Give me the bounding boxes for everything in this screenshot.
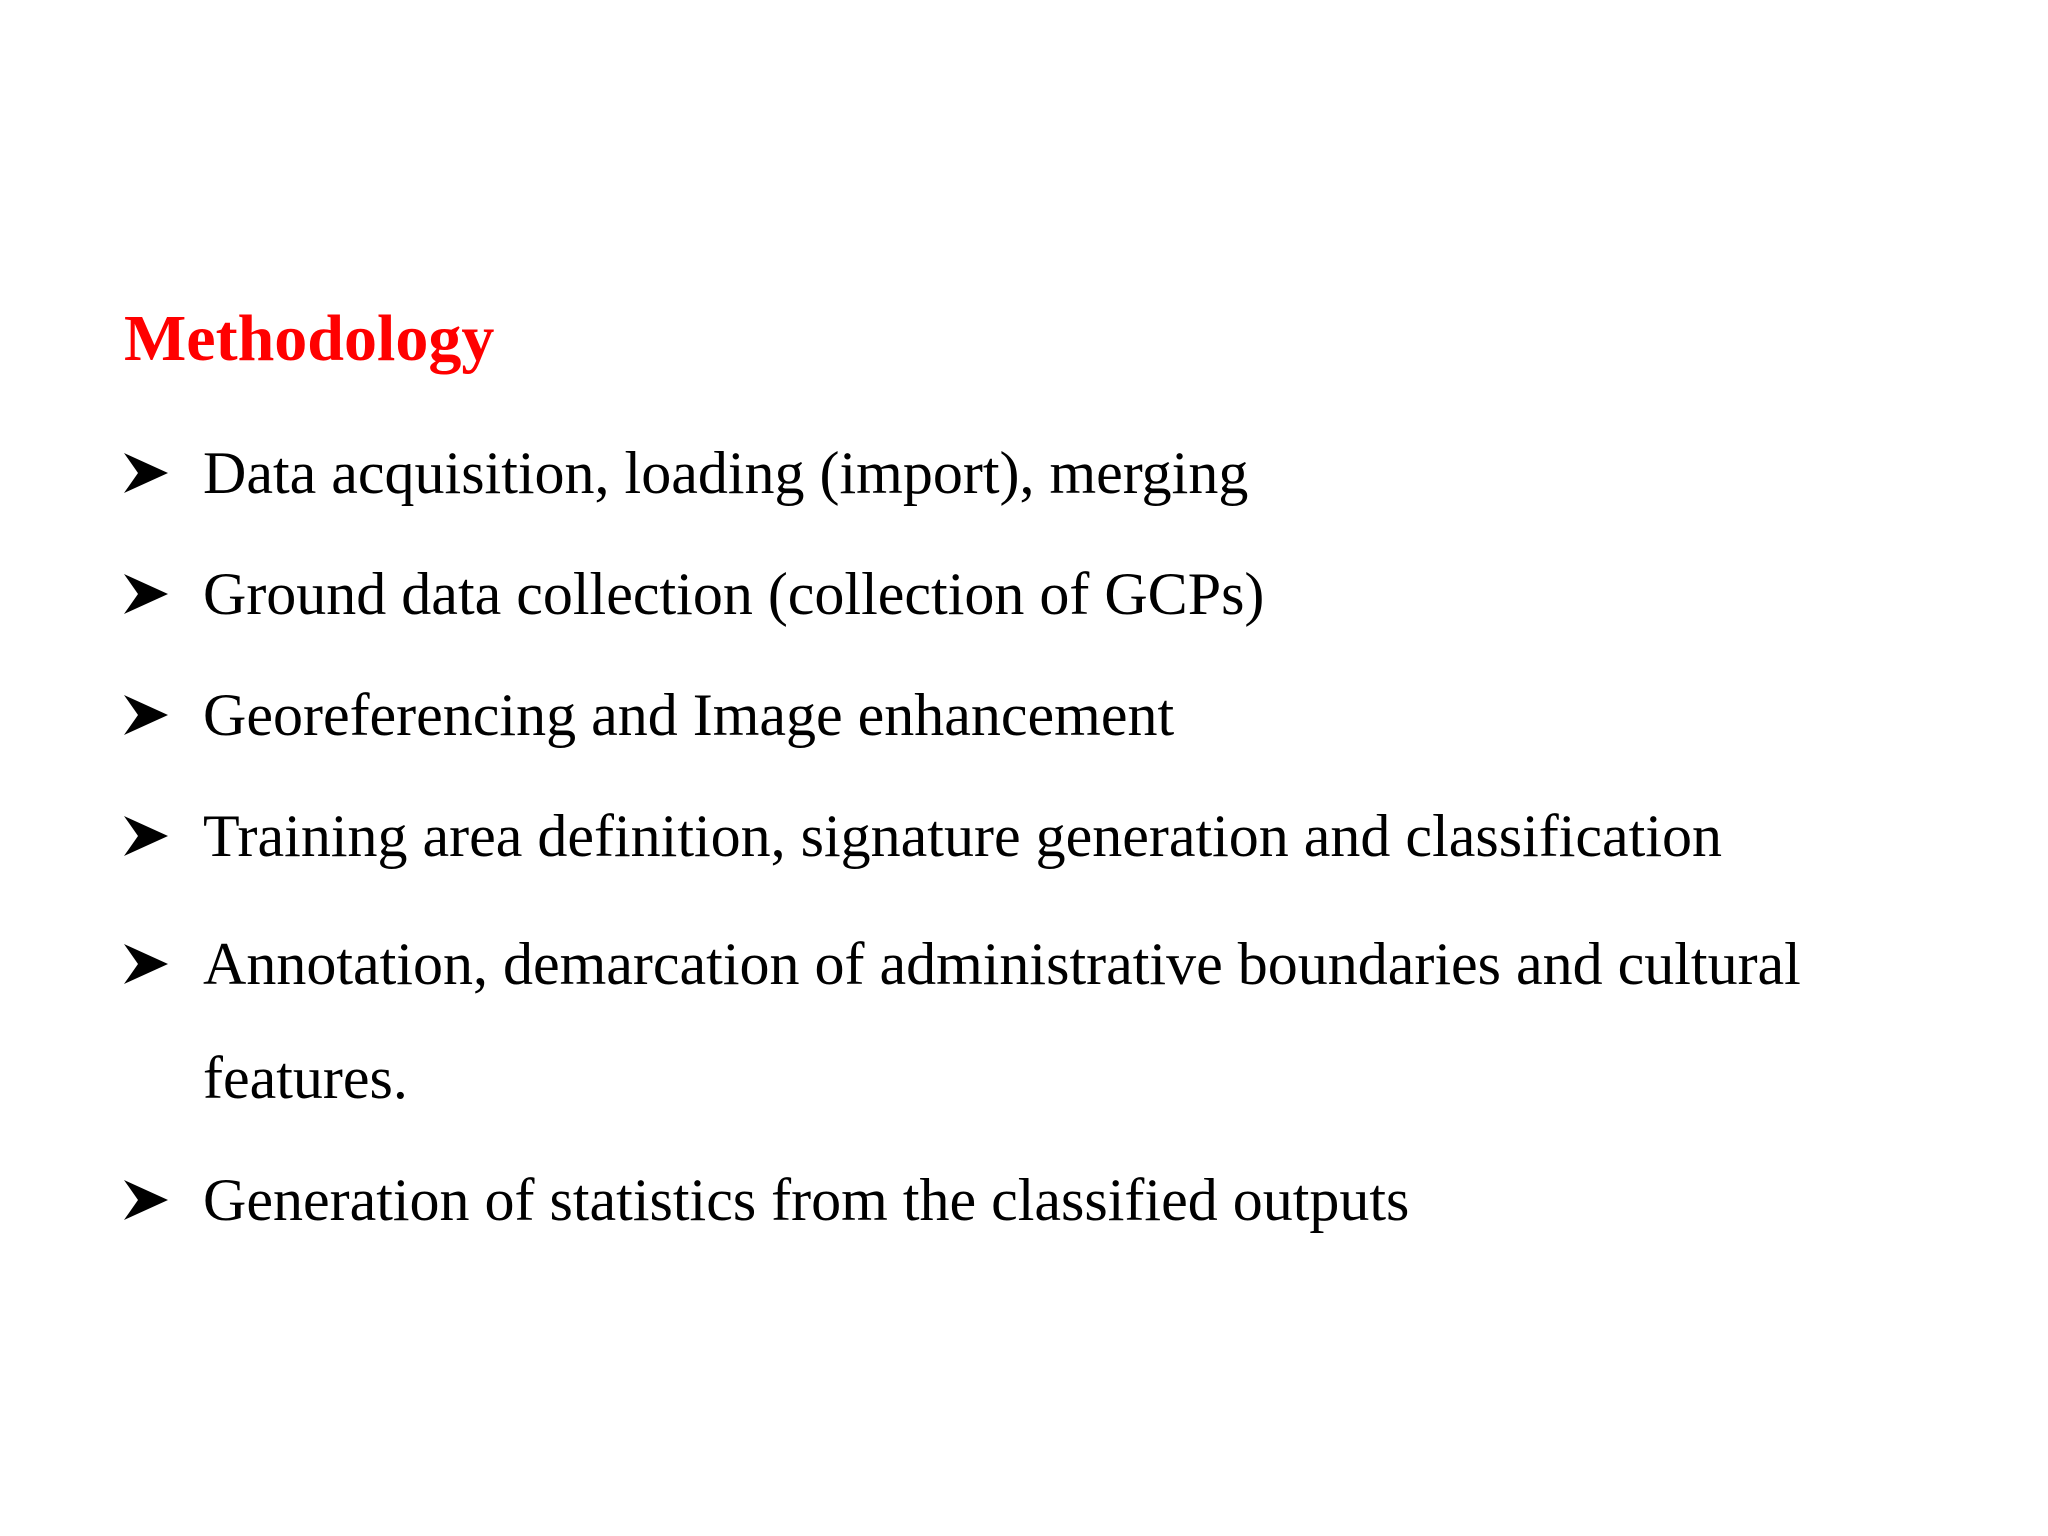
bullet-item-1 bbox=[124, 416, 1924, 530]
bullet-item-4 bbox=[124, 779, 1924, 893]
slide-title: Methodology bbox=[124, 302, 495, 375]
arrow-bullet-icon bbox=[124, 1143, 174, 1257]
bullet-item-3 bbox=[124, 658, 1924, 772]
bullet-text: Training area definition, signature generation and classification bbox=[203, 803, 1722, 869]
bullet-text: Georeferencing and Image enhancement bbox=[203, 682, 1175, 748]
bullet-item-6 bbox=[124, 1143, 1924, 1257]
arrow-bullet-icon bbox=[124, 907, 174, 1021]
bullet-text: Ground data collection (collection of GCPs) bbox=[203, 561, 1265, 627]
arrow-bullet-icon bbox=[124, 779, 174, 893]
bullet-text: Annotation, demarcation of administrative boundaries and cultural features. bbox=[203, 931, 1801, 1111]
bullet-text: Data acquisition, loading (import), merging bbox=[203, 440, 1249, 506]
bullet-item-5 bbox=[124, 907, 1924, 1135]
arrow-bullet-icon bbox=[124, 658, 174, 772]
bullet-item-2 bbox=[124, 537, 1924, 651]
bullet-text: Generation of statistics from the classified outputs bbox=[203, 1167, 1410, 1233]
arrow-bullet-icon bbox=[124, 416, 174, 530]
arrow-bullet-icon bbox=[124, 537, 174, 651]
